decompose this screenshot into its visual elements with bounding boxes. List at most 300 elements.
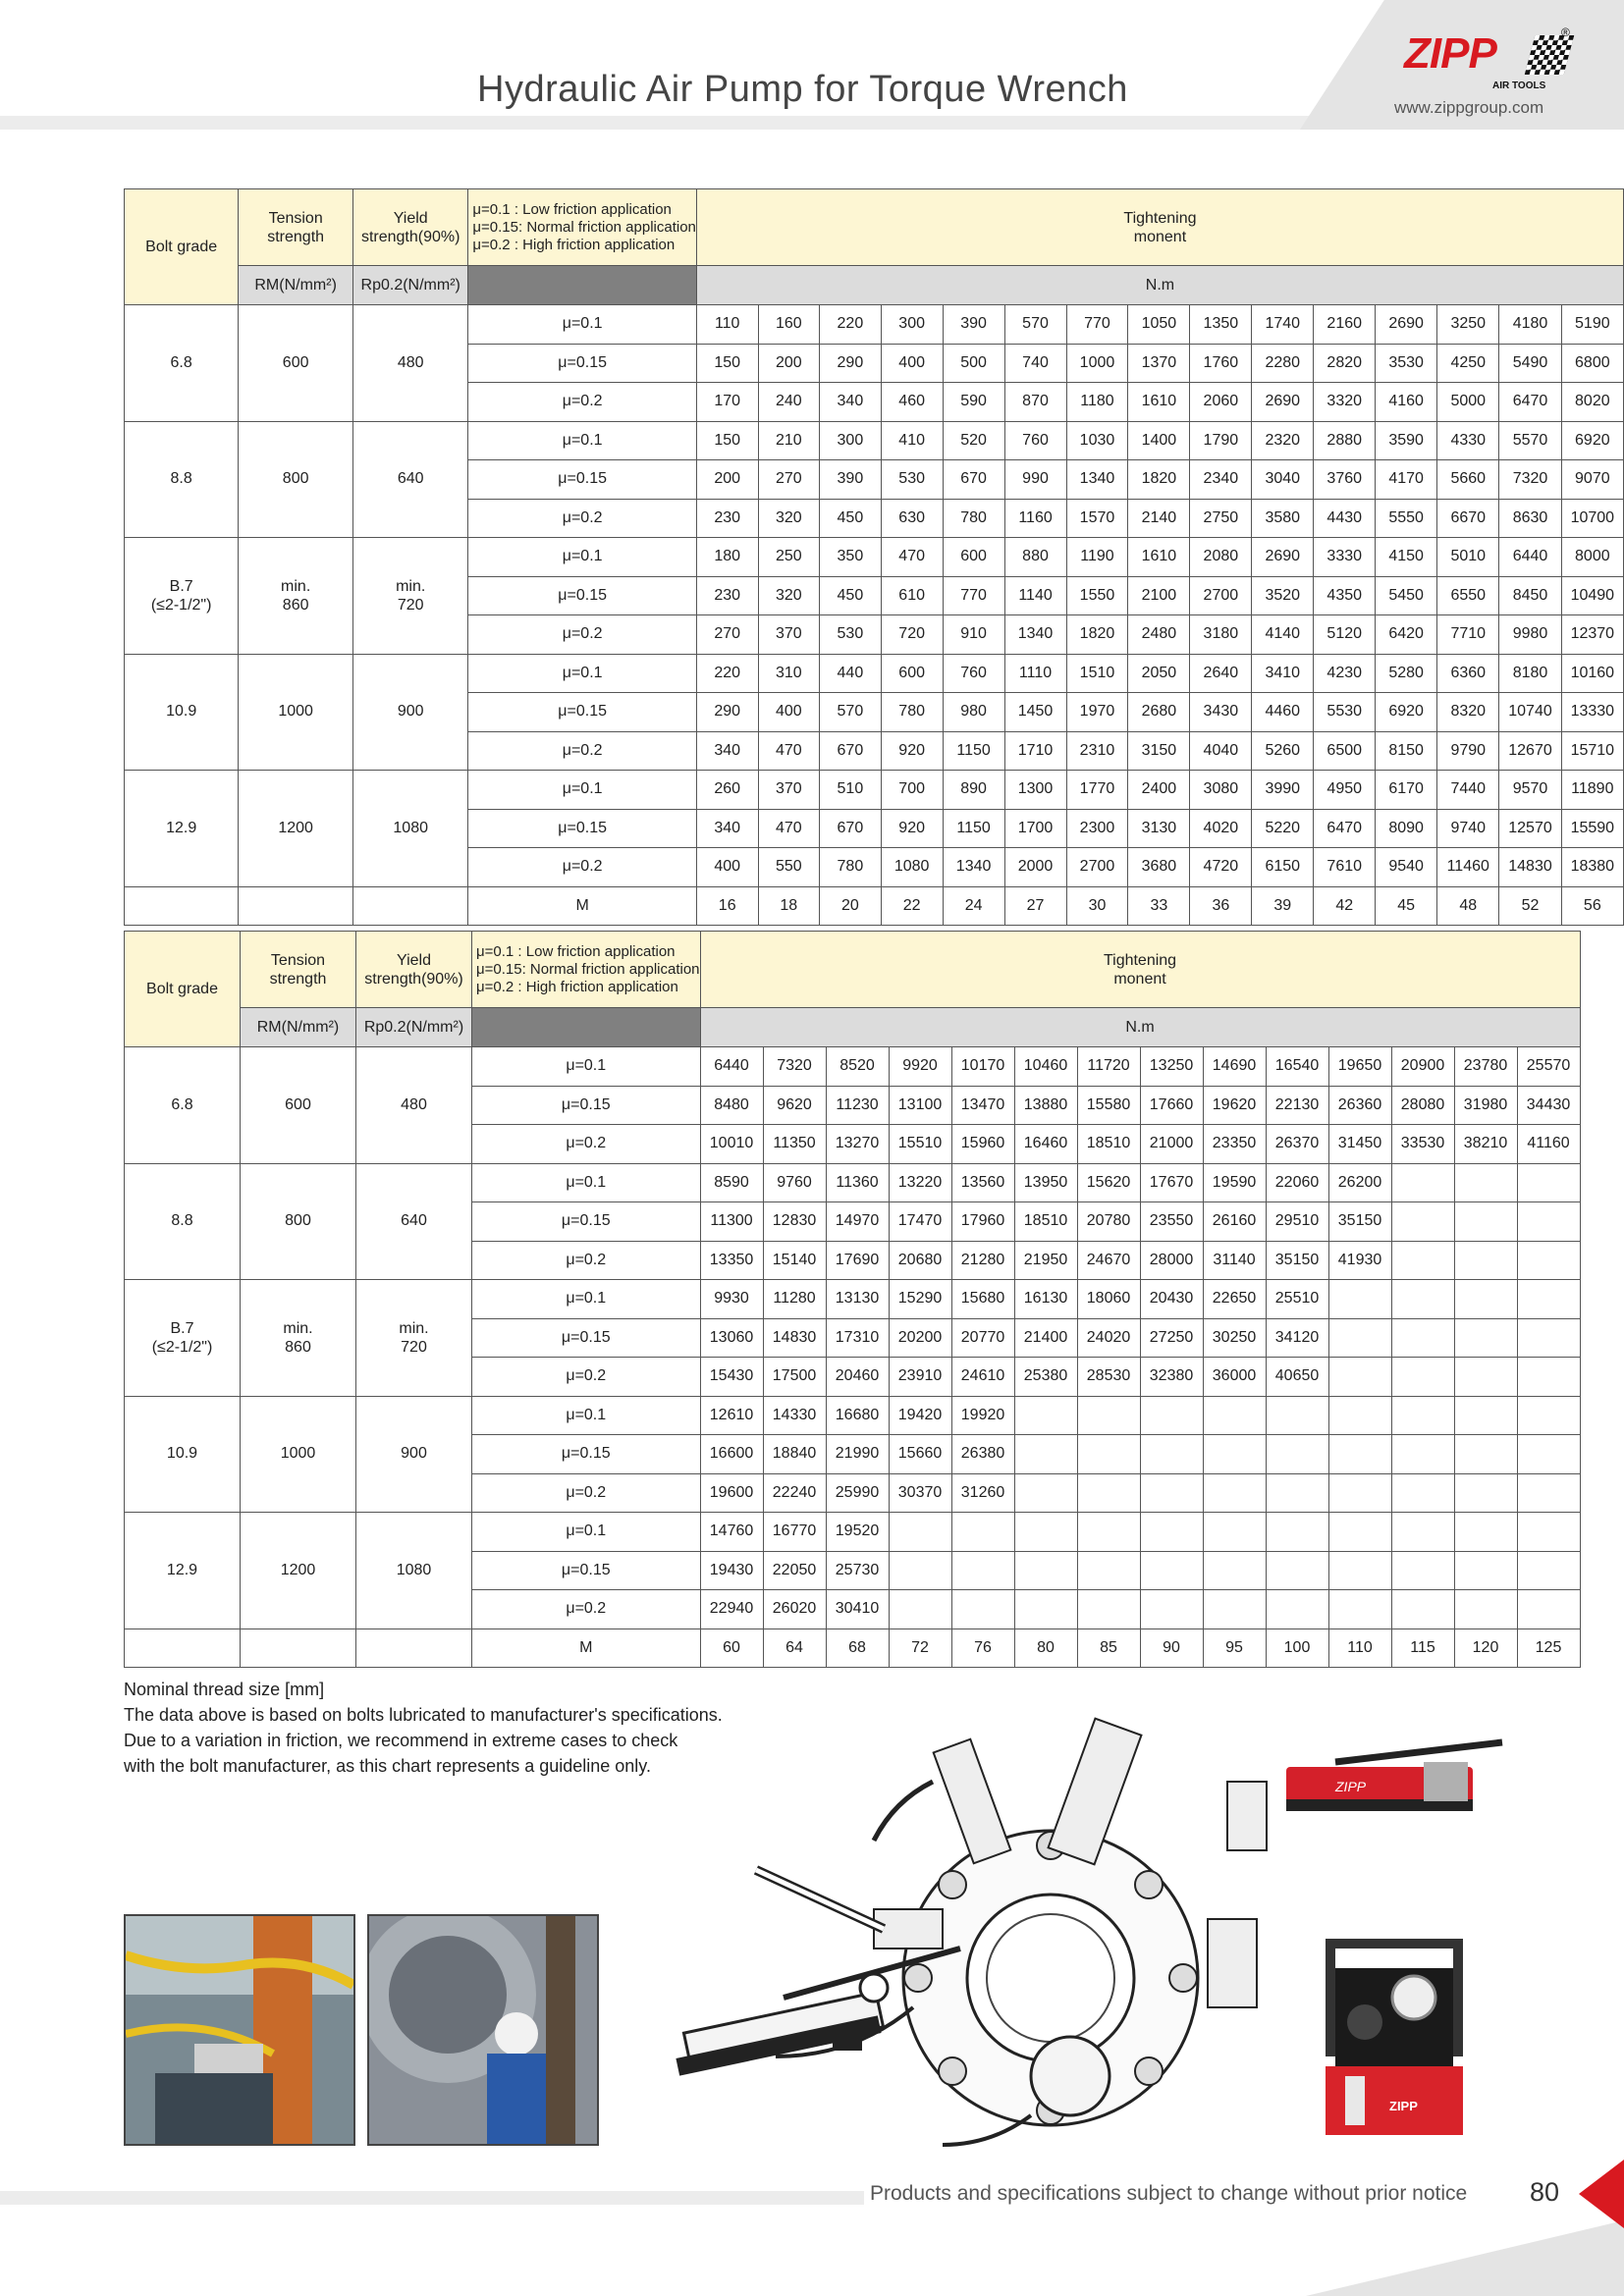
torque-value-cell: 18060 xyxy=(1077,1280,1140,1319)
torque-value-cell: 2050 xyxy=(1128,654,1190,693)
torque-value-cell: 7440 xyxy=(1437,771,1499,810)
friction-coefficient-cell: μ=0.15 xyxy=(472,1318,701,1358)
torque-value-cell: 16460 xyxy=(1014,1125,1077,1164)
torque-value-cell xyxy=(1454,1590,1517,1629)
torque-value-cell: 25730 xyxy=(826,1551,889,1590)
thread-size-cell: 52 xyxy=(1499,886,1561,925)
torque-value-cell: 13130 xyxy=(826,1280,889,1319)
torque-value-cell: 1570 xyxy=(1066,499,1128,538)
worker-photo-1 xyxy=(124,1914,355,2146)
torque-value-cell: 17960 xyxy=(951,1202,1014,1242)
torque-value-cell: 920 xyxy=(881,731,943,771)
torque-value-cell: 3150 xyxy=(1128,731,1190,771)
torque-value-cell xyxy=(1266,1473,1328,1513)
torque-value-cell: 19420 xyxy=(889,1396,951,1435)
brand-logo[interactable] xyxy=(1404,26,1571,98)
torque-value-cell: 8180 xyxy=(1499,654,1561,693)
torque-value-cell: 1770 xyxy=(1066,771,1128,810)
torque-value-cell: 8450 xyxy=(1499,576,1561,615)
torque-value-cell: 1110 xyxy=(1004,654,1066,693)
torque-value-cell: 5660 xyxy=(1437,460,1499,500)
torque-value-cell: 2140 xyxy=(1128,499,1190,538)
torque-value-cell: 2280 xyxy=(1252,344,1314,383)
torque-value-cell: 1160 xyxy=(1004,499,1066,538)
torque-value-cell: 18510 xyxy=(1077,1125,1140,1164)
torque-value-cell: 370 xyxy=(758,615,820,655)
empty-cell xyxy=(353,886,468,925)
torque-value-cell: 610 xyxy=(881,576,943,615)
torque-value-cell: 2700 xyxy=(1190,576,1252,615)
friction-coefficient-cell: μ=0.1 xyxy=(468,305,697,345)
footer-stripe xyxy=(0,2191,864,2205)
torque-value-cell: 6420 xyxy=(1376,615,1437,655)
torque-value-cell: 27250 xyxy=(1140,1318,1203,1358)
torque-value-cell: 8000 xyxy=(1561,538,1623,577)
torque-value-cell xyxy=(1391,1435,1454,1474)
table-row xyxy=(125,305,1624,345)
table-row xyxy=(125,421,1624,460)
thread-size-cell: 85 xyxy=(1077,1629,1140,1667)
torque-value-cell: 11890 xyxy=(1561,771,1623,810)
torque-value-cell: 5010 xyxy=(1437,538,1499,577)
tension-cell: 1000 xyxy=(239,654,353,771)
torque-value-cell xyxy=(1454,1280,1517,1319)
table-row xyxy=(125,1513,1581,1552)
torque-value-cell: 19430 xyxy=(700,1551,763,1590)
torque-value-cell xyxy=(1328,1396,1391,1435)
torque-value-cell: 3250 xyxy=(1437,305,1499,345)
torque-value-cell: 15510 xyxy=(889,1125,951,1164)
torque-value-cell: 460 xyxy=(881,383,943,422)
torque-value-cell: 5000 xyxy=(1437,383,1499,422)
torque-value-cell: 570 xyxy=(820,693,882,732)
friction-coefficient-cell: μ=0.1 xyxy=(472,1280,701,1319)
torque-value-cell: 32380 xyxy=(1140,1358,1203,1397)
torque-value-cell: 3330 xyxy=(1314,538,1376,577)
torque-value-cell xyxy=(1077,1435,1140,1474)
torque-value-cell: 22060 xyxy=(1266,1163,1328,1202)
torque-value-cell: 4950 xyxy=(1314,771,1376,810)
torque-value-cell: 8020 xyxy=(1561,383,1623,422)
tension-cell: min. 860 xyxy=(241,1280,356,1397)
friction-coefficient-cell: μ=0.15 xyxy=(468,576,697,615)
brand-subtitle: AIR TOOLS xyxy=(1492,80,1546,91)
torque-value-cell: 2640 xyxy=(1190,654,1252,693)
torque-value-cell xyxy=(1328,1590,1391,1629)
torque-value-cell: 15430 xyxy=(700,1358,763,1397)
torque-value-cell: 25380 xyxy=(1014,1358,1077,1397)
torque-value-cell: 22240 xyxy=(763,1473,826,1513)
friction-coefficient-cell: μ=0.2 xyxy=(472,1473,701,1513)
rp-unit-header: Rp0.2(N/mm²) xyxy=(353,266,468,305)
torque-value-cell xyxy=(1517,1590,1580,1629)
torque-value-cell: 41160 xyxy=(1517,1125,1580,1164)
yield-cell: 900 xyxy=(353,654,468,771)
website-link[interactable]: www.zippgroup.com xyxy=(1394,98,1544,117)
torque-value-cell: 10460 xyxy=(1014,1047,1077,1087)
torque-value-cell: 15710 xyxy=(1561,731,1623,771)
thread-size-cell: 27 xyxy=(1004,886,1066,925)
torque-value-cell: 5570 xyxy=(1499,421,1561,460)
torque-value-cell: 1970 xyxy=(1066,693,1128,732)
torque-value-cell: 6170 xyxy=(1376,771,1437,810)
thread-size-cell: 90 xyxy=(1140,1629,1203,1667)
torque-value-cell: 400 xyxy=(696,848,758,887)
friction-coefficient-cell: μ=0.1 xyxy=(472,1396,701,1435)
torque-value-cell: 3530 xyxy=(1376,344,1437,383)
torque-value-cell: 17500 xyxy=(763,1358,826,1397)
torque-value-cell xyxy=(1203,1513,1266,1552)
torque-value-cell: 25990 xyxy=(826,1473,889,1513)
torque-value-cell: 320 xyxy=(758,499,820,538)
torque-value-cell xyxy=(1014,1590,1077,1629)
torque-value-cell xyxy=(1328,1435,1391,1474)
torque-value-cell: 21990 xyxy=(826,1435,889,1474)
torque-value-cell: 9920 xyxy=(889,1047,951,1087)
torque-value-cell: 19620 xyxy=(1203,1086,1266,1125)
torque-value-cell: 10740 xyxy=(1499,693,1561,732)
friction-coefficient-cell: μ=0.15 xyxy=(468,693,697,732)
torque-value-cell: 20780 xyxy=(1077,1202,1140,1242)
torque-value-cell: 9620 xyxy=(763,1086,826,1125)
torque-value-cell xyxy=(1266,1590,1328,1629)
torque-value-cell xyxy=(1328,1358,1391,1397)
torque-value-cell: 1450 xyxy=(1004,693,1066,732)
torque-value-cell: 6360 xyxy=(1437,654,1499,693)
torque-value-cell: 19650 xyxy=(1328,1047,1391,1087)
torque-value-cell: 220 xyxy=(696,654,758,693)
torque-value-cell: 3410 xyxy=(1252,654,1314,693)
torque-value-cell xyxy=(1140,1435,1203,1474)
torque-value-cell xyxy=(1454,1358,1517,1397)
rm-unit-header: RM(N/mm²) xyxy=(241,1008,356,1047)
torque-value-cell: 1140 xyxy=(1004,576,1066,615)
torque-value-cell: 31140 xyxy=(1203,1241,1266,1280)
torque-value-cell: 12570 xyxy=(1499,809,1561,848)
torque-value-cell: 2680 xyxy=(1128,693,1190,732)
torque-value-cell: 110 xyxy=(696,305,758,345)
torque-value-cell: 400 xyxy=(881,344,943,383)
torque-value-cell: 11300 xyxy=(700,1202,763,1242)
torque-value-cell: 4150 xyxy=(1376,538,1437,577)
torque-value-cell xyxy=(951,1551,1014,1590)
torque-value-cell: 2820 xyxy=(1314,344,1376,383)
torque-table-2 xyxy=(124,931,1581,1668)
torque-value-cell: 17690 xyxy=(826,1241,889,1280)
torque-value-cell xyxy=(889,1513,951,1552)
torque-value-cell: 19600 xyxy=(700,1473,763,1513)
torque-value-cell: 1820 xyxy=(1128,460,1190,500)
torque-value-cell xyxy=(1454,1435,1517,1474)
bolt-grade-header: Bolt grade xyxy=(125,189,239,305)
thread-size-row xyxy=(125,886,1624,925)
torque-value-cell xyxy=(1517,1358,1580,1397)
friction-coefficient-cell: μ=0.15 xyxy=(472,1202,701,1242)
torque-value-cell: 26360 xyxy=(1328,1086,1391,1125)
torque-value-cell: 1610 xyxy=(1128,383,1190,422)
torque-value-cell: 3990 xyxy=(1252,771,1314,810)
torque-value-cell: 23780 xyxy=(1454,1047,1517,1087)
torque-value-cell: 6920 xyxy=(1376,693,1437,732)
torque-value-cell: 17670 xyxy=(1140,1163,1203,1202)
torque-value-cell: 9980 xyxy=(1499,615,1561,655)
torque-value-cell: 33530 xyxy=(1391,1125,1454,1164)
torque-value-cell: 450 xyxy=(820,499,882,538)
torque-value-cell: 1300 xyxy=(1004,771,1066,810)
torque-value-cell: 200 xyxy=(758,344,820,383)
torque-value-cell: 1700 xyxy=(1004,809,1066,848)
torque-value-cell: 1710 xyxy=(1004,731,1066,771)
torque-value-cell: 7320 xyxy=(1499,460,1561,500)
torque-value-cell: 35150 xyxy=(1328,1202,1391,1242)
torque-value-cell: 1150 xyxy=(943,731,1004,771)
torque-value-cell: 200 xyxy=(696,460,758,500)
thread-size-cell: 22 xyxy=(881,886,943,925)
page-number: 80 xyxy=(1530,2177,1560,2207)
torque-value-cell: 11230 xyxy=(826,1086,889,1125)
registered-mark: ® xyxy=(1561,26,1570,39)
torque-value-cell: 1370 xyxy=(1128,344,1190,383)
torque-value-cell: 320 xyxy=(758,576,820,615)
torque-value-cell: 2700 xyxy=(1066,848,1128,887)
torque-value-cell: 28080 xyxy=(1391,1086,1454,1125)
torque-value-cell: 11360 xyxy=(826,1163,889,1202)
torque-value-cell: 230 xyxy=(696,499,758,538)
torque-value-cell: 3430 xyxy=(1190,693,1252,732)
torque-value-cell: 14690 xyxy=(1203,1047,1266,1087)
torque-value-cell xyxy=(1517,1396,1580,1435)
torque-value-cell: 350 xyxy=(820,538,882,577)
torque-value-cell: 600 xyxy=(943,538,1004,577)
torque-value-cell: 2400 xyxy=(1128,771,1190,810)
torque-value-cell: 34430 xyxy=(1517,1086,1580,1125)
torque-value-cell: 4020 xyxy=(1190,809,1252,848)
torque-value-cell: 17310 xyxy=(826,1318,889,1358)
torque-value-cell xyxy=(1454,1163,1517,1202)
torque-value-cell: 250 xyxy=(758,538,820,577)
torque-value-cell: 25570 xyxy=(1517,1047,1580,1087)
torque-value-cell: 1340 xyxy=(943,848,1004,887)
torque-value-cell: 1150 xyxy=(943,809,1004,848)
bolt-grade-cell: B.7 (≤2-1/2") xyxy=(125,538,239,655)
torque-value-cell: 19520 xyxy=(826,1513,889,1552)
thread-size-cell: 20 xyxy=(820,886,882,925)
torque-value-cell: 400 xyxy=(758,693,820,732)
torque-value-cell xyxy=(1203,1590,1266,1629)
torque-value-cell: 6800 xyxy=(1561,344,1623,383)
bolt-grade-cell: B.7 (≤2-1/2") xyxy=(125,1280,241,1397)
torque-value-cell: 4230 xyxy=(1314,654,1376,693)
torque-value-cell: 31450 xyxy=(1328,1125,1391,1164)
torque-value-cell: 11280 xyxy=(763,1280,826,1319)
tension-cell: min. 860 xyxy=(239,538,353,655)
torque-value-cell: 9790 xyxy=(1437,731,1499,771)
torque-value-cell: 28000 xyxy=(1140,1241,1203,1280)
torque-value-cell: 14830 xyxy=(1499,848,1561,887)
torque-value-cell: 11720 xyxy=(1077,1047,1140,1087)
table-row xyxy=(125,654,1624,693)
torque-value-cell xyxy=(1077,1396,1140,1435)
torque-value-cell: 740 xyxy=(1004,344,1066,383)
torque-value-cell xyxy=(1328,1513,1391,1552)
torque-value-cell: 5450 xyxy=(1376,576,1437,615)
torque-value-cell xyxy=(1391,1473,1454,1513)
torque-value-cell: 8150 xyxy=(1376,731,1437,771)
torque-value-cell: 2340 xyxy=(1190,460,1252,500)
friction-coefficient-cell: μ=0.2 xyxy=(468,499,697,538)
hand-pump-illustration xyxy=(666,1929,980,2106)
thread-size-cell: 36 xyxy=(1190,886,1252,925)
empty-cell xyxy=(125,1629,241,1667)
torque-value-cell: 630 xyxy=(881,499,943,538)
torque-value-cell: 20770 xyxy=(951,1318,1014,1358)
tightening-moment-header: Tightening monent xyxy=(696,189,1623,266)
nm-unit-header: N.m xyxy=(696,266,1623,305)
torque-value-cell: 1790 xyxy=(1190,421,1252,460)
torque-value-cell: 1400 xyxy=(1128,421,1190,460)
torque-value-cell: 36000 xyxy=(1203,1358,1266,1397)
torque-value-cell: 13270 xyxy=(826,1125,889,1164)
torque-value-cell: 1050 xyxy=(1128,305,1190,345)
torque-value-cell: 5220 xyxy=(1252,809,1314,848)
thread-size-cell: 16 xyxy=(696,886,758,925)
torque-value-cell: 720 xyxy=(881,615,943,655)
friction-coefficient-cell: μ=0.1 xyxy=(472,1047,701,1087)
torque-value-cell xyxy=(1266,1396,1328,1435)
torque-value-cell: 150 xyxy=(696,344,758,383)
torque-value-cell: 16130 xyxy=(1014,1280,1077,1319)
torque-value-cell: 15290 xyxy=(889,1280,951,1319)
friction-legend: μ=0.1 : Low friction application μ=0.15: Normal friction application μ=0.2 : High friction application xyxy=(472,932,701,1008)
torque-value-cell: 3040 xyxy=(1252,460,1314,500)
torque-value-cell: 240 xyxy=(758,383,820,422)
bolt-grade-cell: 6.8 xyxy=(125,305,239,422)
torque-value-cell: 28530 xyxy=(1077,1358,1140,1397)
torque-value-cell: 15140 xyxy=(763,1241,826,1280)
torque-value-cell: 25510 xyxy=(1266,1280,1328,1319)
torque-value-cell: 390 xyxy=(943,305,1004,345)
torque-value-cell: 2100 xyxy=(1128,576,1190,615)
torque-value-cell: 2160 xyxy=(1314,305,1376,345)
torque-value-cell: 440 xyxy=(820,654,882,693)
torque-value-cell: 19590 xyxy=(1203,1163,1266,1202)
bolt-grade-cell: 12.9 xyxy=(125,1513,241,1629)
torque-value-cell: 41930 xyxy=(1328,1241,1391,1280)
torque-value-cell: 34120 xyxy=(1266,1318,1328,1358)
worker-photo-2-image xyxy=(369,1916,597,2144)
thread-size-cell: 120 xyxy=(1454,1629,1517,1667)
checkered-flag-icon xyxy=(1525,35,1575,75)
torque-value-cell xyxy=(1391,1551,1454,1590)
torque-value-cell: 13330 xyxy=(1561,693,1623,732)
torque-value-cell: 180 xyxy=(696,538,758,577)
torque-value-cell xyxy=(889,1551,951,1590)
torque-value-cell xyxy=(1517,1318,1580,1358)
empty-cell xyxy=(241,1629,356,1667)
torque-value-cell: 3080 xyxy=(1190,771,1252,810)
thread-size-cell: 76 xyxy=(951,1629,1014,1667)
torque-value-cell: 990 xyxy=(1004,460,1066,500)
torque-value-cell: 670 xyxy=(820,809,882,848)
tension-cell: 600 xyxy=(239,305,353,422)
unit-spacer xyxy=(468,266,697,305)
torque-value-cell: 3680 xyxy=(1128,848,1190,887)
torque-value-cell: 230 xyxy=(696,576,758,615)
torque-value-cell xyxy=(1014,1396,1077,1435)
torque-value-cell: 780 xyxy=(820,848,882,887)
torque-value-cell: 9930 xyxy=(700,1280,763,1319)
torque-value-cell xyxy=(1391,1396,1454,1435)
thread-size-cell: 30 xyxy=(1066,886,1128,925)
torque-value-cell: 16540 xyxy=(1266,1047,1328,1087)
thread-size-cell: 42 xyxy=(1314,886,1376,925)
torque-value-cell xyxy=(1454,1202,1517,1242)
torque-value-cell: 26370 xyxy=(1266,1125,1328,1164)
torque-value-cell: 13060 xyxy=(700,1318,763,1358)
torque-value-cell: 6920 xyxy=(1561,421,1623,460)
torque-value-cell: 410 xyxy=(881,421,943,460)
note-line: Nominal thread size [mm] xyxy=(124,1680,325,1699)
torque-value-cell: 1610 xyxy=(1128,538,1190,577)
torque-value-cell: 4460 xyxy=(1252,693,1314,732)
torque-value-cell xyxy=(1014,1551,1077,1590)
note-line: The data above is based on bolts lubricated to manufacturer's specifications. xyxy=(124,1705,723,1725)
torque-value-cell: 340 xyxy=(820,383,882,422)
torque-value-cell xyxy=(1140,1513,1203,1552)
torque-value-cell: 2300 xyxy=(1066,809,1128,848)
torque-value-cell: 1740 xyxy=(1252,305,1314,345)
thread-size-cell: 39 xyxy=(1252,886,1314,925)
torque-value-cell: 530 xyxy=(881,460,943,500)
torque-value-cell xyxy=(1517,1163,1580,1202)
torque-value-cell xyxy=(889,1590,951,1629)
torque-value-cell: 2690 xyxy=(1252,383,1314,422)
torque-value-cell xyxy=(1454,1241,1517,1280)
torque-value-cell: 160 xyxy=(758,305,820,345)
torque-value-cell: 500 xyxy=(943,344,1004,383)
yield-cell: min. 720 xyxy=(356,1280,472,1397)
torque-value-cell: 5190 xyxy=(1561,305,1623,345)
torque-value-cell xyxy=(1454,1318,1517,1358)
friction-coefficient-cell: μ=0.1 xyxy=(468,771,697,810)
torque-value-cell: 12670 xyxy=(1499,731,1561,771)
torque-value-cell: 550 xyxy=(758,848,820,887)
torque-value-cell: 3580 xyxy=(1252,499,1314,538)
friction-coefficient-cell: μ=0.15 xyxy=(472,1435,701,1474)
torque-value-cell: 1340 xyxy=(1004,615,1066,655)
yield-strength-header: Yield strength(90%) xyxy=(356,932,472,1008)
torque-value-cell: 14760 xyxy=(700,1513,763,1552)
friction-coefficient-cell: μ=0.2 xyxy=(472,1241,701,1280)
torque-value-cell xyxy=(1391,1280,1454,1319)
torque-value-cell xyxy=(1077,1590,1140,1629)
torque-value-cell: 1180 xyxy=(1066,383,1128,422)
torque-value-cell: 4180 xyxy=(1499,305,1561,345)
empty-cell xyxy=(125,886,239,925)
friction-coefficient-cell: μ=0.1 xyxy=(472,1513,701,1552)
thread-size-cell: 48 xyxy=(1437,886,1499,925)
torque-value-cell: 20680 xyxy=(889,1241,951,1280)
worker-photo-2 xyxy=(367,1914,599,2146)
torque-value-cell: 14830 xyxy=(763,1318,826,1358)
torque-value-cell: 2480 xyxy=(1128,615,1190,655)
tightening-moment-header: Tightening monent xyxy=(700,932,1580,1008)
torque-value-cell: 13470 xyxy=(951,1086,1014,1125)
torque-value-cell: 4250 xyxy=(1437,344,1499,383)
torque-value-cell: 340 xyxy=(696,731,758,771)
svg-text:ZIPP: ZIPP xyxy=(1335,1779,1367,1794)
torque-value-cell xyxy=(1454,1551,1517,1590)
